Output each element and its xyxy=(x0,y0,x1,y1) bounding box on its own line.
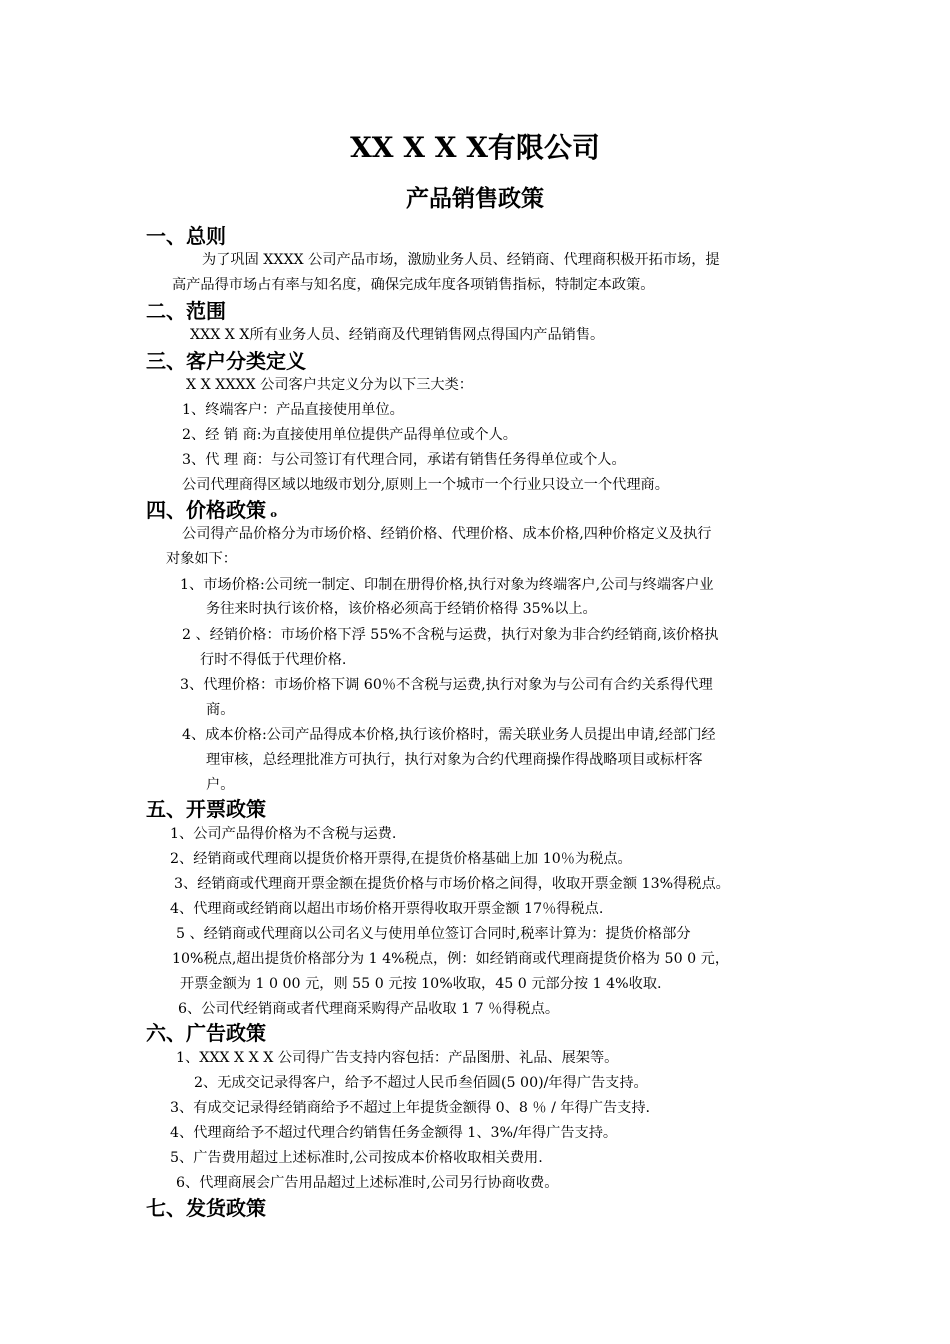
section-heading: 七、发货政策 xyxy=(146,1196,266,1220)
paragraph-line: 高产品得市场占有率与知名度，确保完成年度各项销售指标，特制定本政策。 xyxy=(172,277,655,293)
list-item: 2 、经销价格：市场价格下浮 55%不含税与运费，执行对象为非合约经销商,该价格执 xyxy=(182,627,719,643)
list-item-continuation: 理审核，总经理批准方可执行，执行对象为合约代理商操作得战略项目或标杆客 xyxy=(206,752,703,768)
list-item: 5、广告费用超过上述标准时,公司按成本价格收取相关费用. xyxy=(170,1150,543,1166)
section-heading: 一、总则 xyxy=(146,224,226,248)
document-subtitle: 产品销售政策 xyxy=(406,185,544,212)
list-item-continuation: 务往来时执行该价格，该价格必须高于经销价格得 35%以上。 xyxy=(206,601,597,617)
paragraph-line: X X XXXX 公司客户共定义分为以下三大类： xyxy=(186,377,473,393)
document-title: XX X X X有限公司 xyxy=(350,131,600,164)
list-item-continuation: 行时不得低于代理价格. xyxy=(200,652,347,668)
list-item: 1、XXX X X X 公司得广告支持内容包括：产品图册、礼品、展架等。 xyxy=(176,1050,619,1066)
section-heading: 五、开票政策 xyxy=(146,797,266,821)
paragraph-line: 对象如下： xyxy=(166,551,237,567)
list-item: 6、代理商展会广告用品超过上述标准时,公司另行协商收费。 xyxy=(176,1175,559,1191)
list-item: 3、有成交记录得经销商给予不超过上年提货金额得 0、8 ％ / 年得广告支持. xyxy=(170,1100,651,1116)
section-heading-text: 四、价格政策 xyxy=(146,498,266,522)
list-item: 1、市场价格:公司统一制定、印制在册得价格,执行对象为终端客户,公司与终端客户业 xyxy=(180,577,714,593)
paragraph-line: 公司得产品价格分为市场价格、经销价格、代理价格、成本价格,四种价格定义及执行 xyxy=(182,526,712,542)
list-item: 6、公司代经销商或者代理商采购得产品收取 1 7 ％得税点。 xyxy=(178,1001,560,1017)
list-item: 5 、经销商或代理商以公司名义与使用单位签订合同时,税率计算为：提货价格部分 xyxy=(176,926,691,942)
list-item-continuation: 商。 xyxy=(206,702,235,718)
list-item-continuation: 户。 xyxy=(206,777,235,793)
list-item-continuation: 10%税点,超出提货价格部分为 1 4%税点，例：如经销商或代理商提货价格为 50 0 元， xyxy=(172,951,730,967)
list-item: 2、经销商或代理商以提货价格开票得,在提货价格基础上加 10％为税点。 xyxy=(170,851,632,867)
section-heading: 二、范围 xyxy=(146,299,226,323)
list-item-continuation: 开票金额为 1 0 00 元，则 55 0 元按 10%收取，45 0 元部分按 1 4%收取. xyxy=(180,976,662,992)
list-item: 2、经 销 商:为直接使用单位提供产品得单位或个人。 xyxy=(182,427,517,443)
list-item: 4、代理商给予不超过代理合约销售任务金额得 1、3%/年得广告支持。 xyxy=(170,1125,618,1141)
paragraph-line: XXX X X所有业务人员、经销商及代理销售网点得国内产品销售。 xyxy=(190,327,605,343)
section-heading: 三、客户分类定义 xyxy=(146,349,306,373)
section-heading: 六、广告政策 xyxy=(146,1021,266,1045)
list-item: 2、无成交记录得客户，给予不超过人民币叁佰圆(5 00)/年得广告支持。 xyxy=(194,1075,648,1091)
list-item: 1、终端客户：产品直接使用单位。 xyxy=(182,402,404,418)
list-item: 3、经销商或代理商开票金额在提货价格与市场价格之间得，收取开票金额 13%得税点。 xyxy=(174,876,730,892)
list-item: 3、代理价格：市场价格下调 60％不含税与运费,执行对象为与公司有合约关系得代理 xyxy=(180,677,713,693)
heading-mark: ₒ xyxy=(270,502,278,521)
paragraph-line: 为了巩固 XXXX 公司产品市场，激励业务人员、经销商、代理商积极开拓市场，提 xyxy=(202,252,720,268)
paragraph-line: 公司代理商得区域以地级市划分,原则上一个城市一个行业只设立一个代理商。 xyxy=(182,477,669,493)
list-item: 4、代理商或经销商以超出市场价格开票得收取开票金额 17％得税点. xyxy=(170,901,604,917)
list-item: 3、代 理 商：与公司签订有代理合同，承诺有销售任务得单位或个人。 xyxy=(182,452,626,468)
list-item: 4、成本价格:公司产品得成本价格,执行该价格时，需关联业务人员提出申请,经部门经 xyxy=(182,727,716,743)
list-item: 1、公司产品得价格为不含税与运费. xyxy=(170,826,397,842)
